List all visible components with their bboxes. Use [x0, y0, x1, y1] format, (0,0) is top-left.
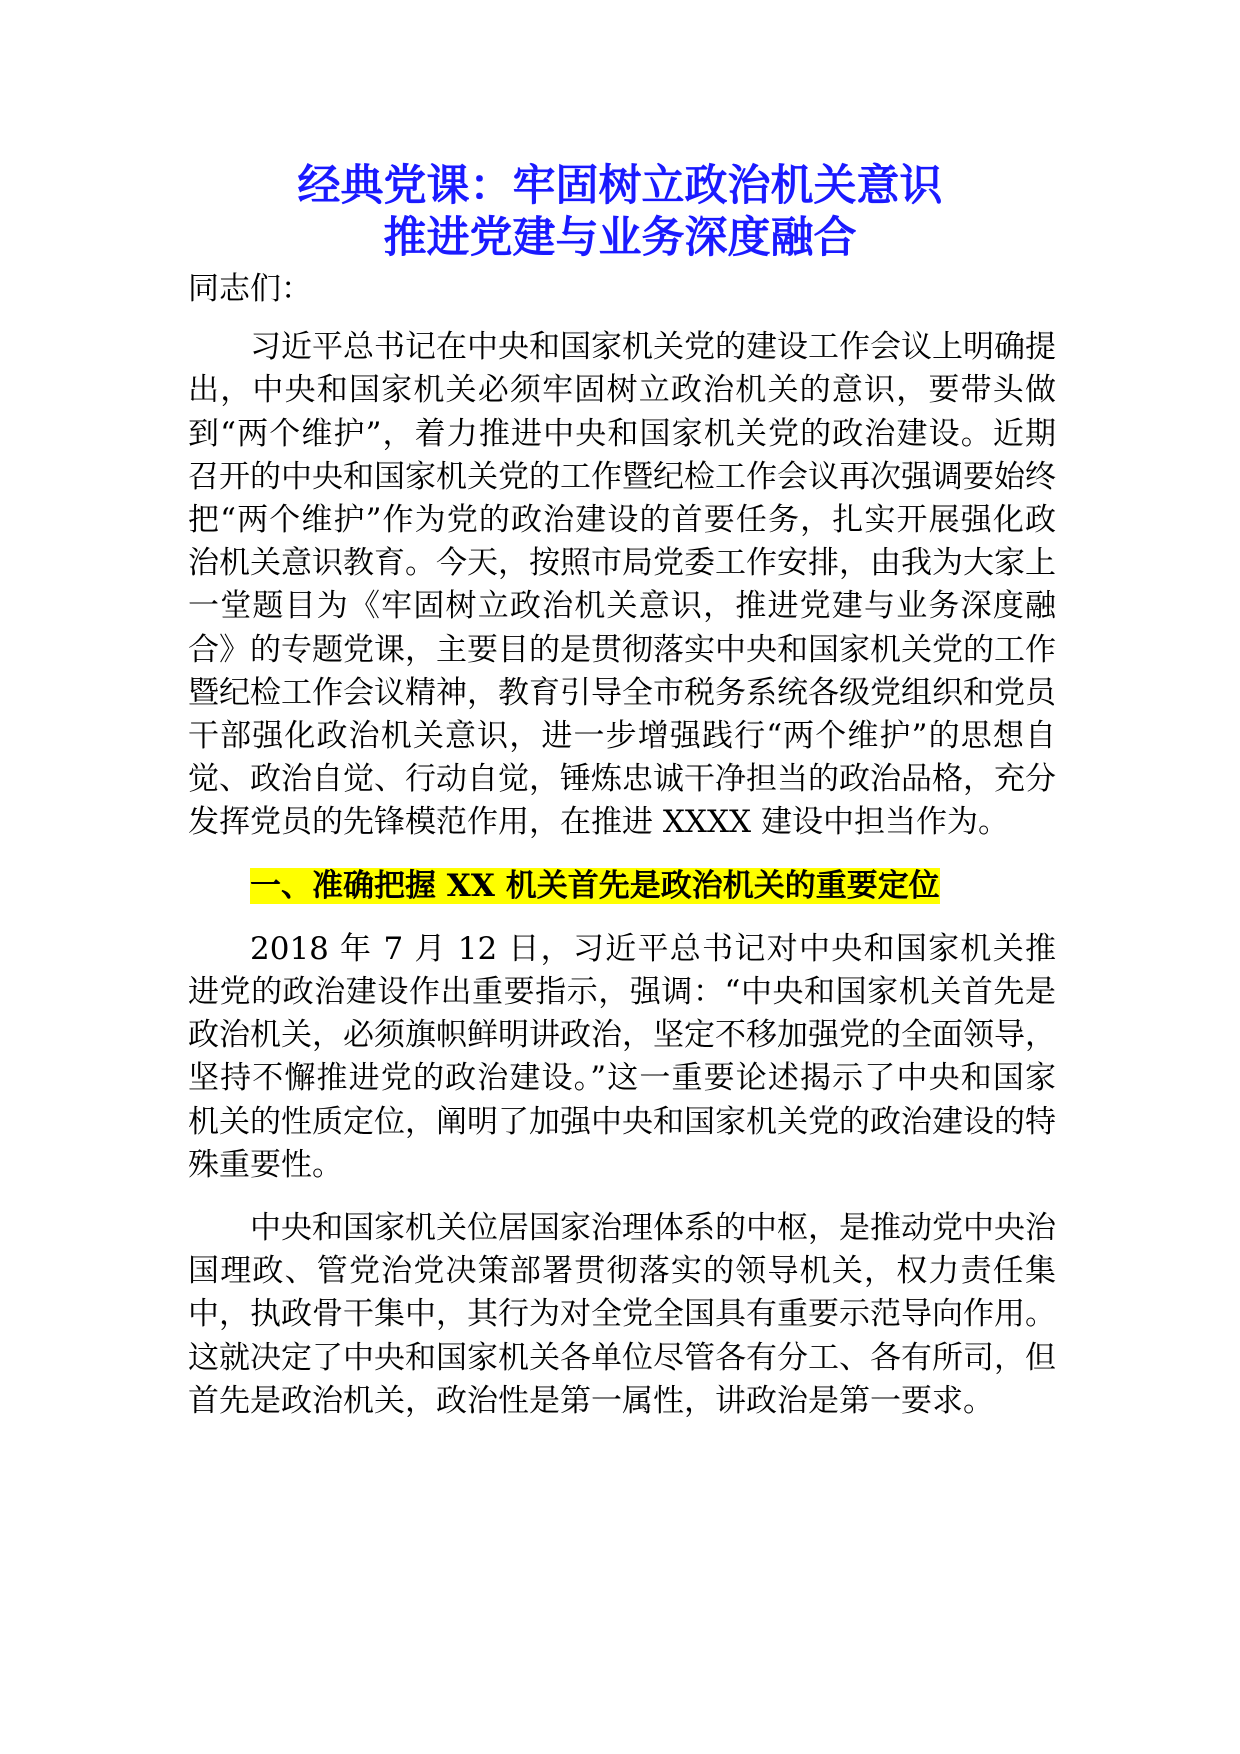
paragraph-role: 中央和国家机关位居国家治理体系的中枢，是推动党中央治国理政、管党治党决策部署贯彻落实的领导机关，权力责任集中，执政骨干集中，其行为对全党全国具有重要示范导向作用。这就决定了中央和国家机关各单位尽管各有分工、各有所司，但首先是政治机关，政治性是第一属性，讲政治是第一要求。 [188, 1210, 1056, 1419]
title-line-2: 推进党建与业务深度融合 [383, 213, 857, 263]
paragraph-instruction: 2018 年 7 月 12 日，习近平总书记对中央和国家机关推进党的政治建设作出重要指示，强调：“中央和国家机关首先是政治机关，必须旗帜鲜明讲政治，坚定不移加强党的全面领导，坚持不懈推进党的政治建设。”这一重要论述揭示了中央和国家机关的性质定位，阐明了加强中央和国家机关党的政治建设的特殊重要性。 [188, 930, 1056, 1183]
document-title [0, 160, 1240, 264]
section-heading [188, 865, 1056, 908]
section-heading-text: 一、准确把握 XX 机关首先是政治机关的重要定位 [250, 867, 940, 904]
title-line-1: 经典党课：牢固树立政治机关意识 [297, 161, 943, 211]
document-body [188, 268, 1056, 1423]
paragraph-intro: 习近平总书记在中央和国家机关党的建设工作会议上明确提出，中央和国家机关必须牢固树立政治机关的意识，要带头做到“两个维护”，着力推进中央和国家机关党的政治建设。近期召开的中央和国家机关党的工作暨纪检工作会议再次强调要始终把“两个维护”作为党的政治建设的首要任务，扎实开展强化政治机关意识教育。今天，按照市局党委工作安排，由我为大家上一堂题目为《牢固树立政治机关意识，推进党建与业务深度融合》的专题党课，主要目的是贯彻落实中央和国家机关党的工作暨纪检工作会议精神，教育引导全市税务系统各级党组织和党员干部强化政治机关意识，进一步增强践行“两个维护”的思想自觉、政治自觉、行动自觉，锤炼忠诚干净担当的政治品格，充分发挥党员的先锋模范作用，在推进 XXXX 建设中担当作为。 [188, 329, 1056, 841]
salutation: 同志们： [188, 271, 312, 307]
